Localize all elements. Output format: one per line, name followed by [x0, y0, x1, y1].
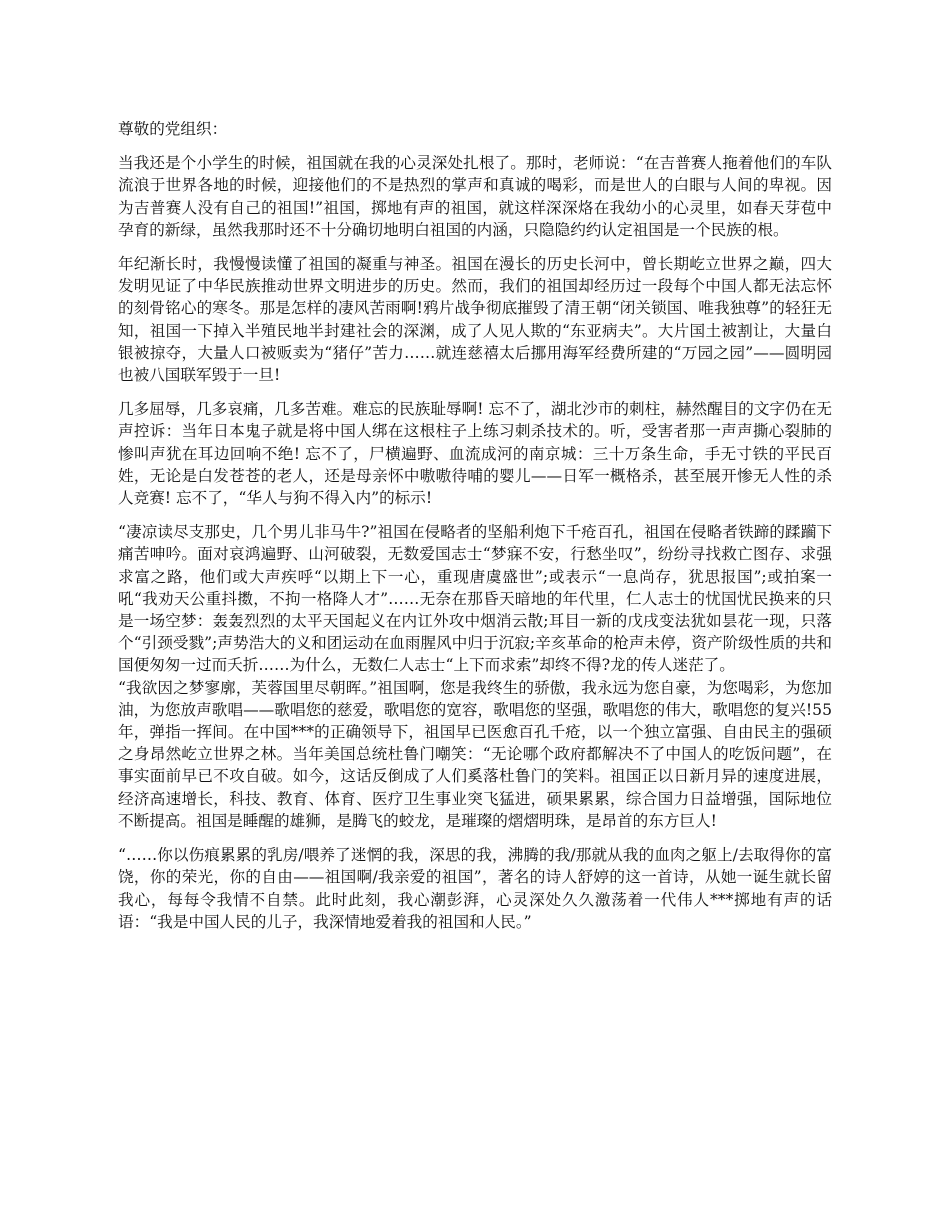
paragraph-humiliation: 几多屈辱，几多哀痛，几多苦难。难忘的民族耻辱啊! 忘不了，湖北沙市的刺柱，赫然醒目的文字仍在无声控诉：当年日本鬼子就是将中国人绑在这根柱子上练习刺杀技术的。听，受害者那一声声撕心裂肺的惨叫声犹在耳边回响不绝! 忘不了，尸横遍野、血流成河的南京城：三十万条生命，手无寸铁的平民百姓，无论是白发苍苍的老人，还是母亲怀中嗷嗷待哺的婴儿——日军一概格杀，甚至展开惨无人性的杀人竞赛! 忘不了，“华人与狗不得入内”的标示!	[118, 400, 832, 508]
document-page	[118, 118, 832, 945]
salutation: 尊敬的党组织：	[118, 120, 228, 138]
paragraph-childhood: 当我还是个小学生的时候，祖国就在我的心灵深处扎根了。那时，老师说：“在吉普赛人拖着他们的车队流浪于世界各地的时候，迎接他们的不是热烈的掌声和真诚的喝彩，而是世人的白眼与人间的卑视。因为吉普赛人没有自己的祖国!”祖国，掷地有声的祖国，就这样深深烙在我幼小的心灵里，如春天芽苞中孕育的新绿，虽然我那时还不十分确切地明白祖国的内涵，只隐隐约约认定祖国是一个民族的根。	[118, 154, 832, 239]
paragraph-revival: “我欲因之梦寥廓，芙蓉国里尽朝晖。”祖国啊，您是我终生的骄傲，我永远为您自豪，为您喝彩，为您加油，为您放声歌唱——歌唱您的慈爱，歌唱您的宽容，歌唱您的坚强，歌唱您的伟大，歌唱您的复兴!55 年，弹指一挥间。在中国***的正确领导下，祖国早已医愈百孔千疮，以一个独立富强、自由民主的强硕之身昂然屹立世界之林。当年美国总统杜鲁门嘲笑：“无论哪个政府都解决不了中国人的吃饭问题”，在事实面前早已不攻自破。如今，这话反倒成了人们奚落杜鲁门的笑料。祖国正以日新月异的速度进展，经济高速增长，科技、教育、体育、医疗卫生事业突飞猛进，硕果累累，综合国力日益增强，国际地位不断提高。祖国是睡醒的雄狮，是腾飞的蛟龙，是璀璨的熠熠明珠，是昂首的东方巨人!	[118, 678, 832, 830]
paragraph-poem: “……你以伤痕累累的乳房/喂养了迷惘的我，深思的我，沸腾的我/那就从我的血肉之躯上/去取得你的富饶，你的荣光，你的自由——祖国啊/我亲爱的祖国”，著名的诗人舒婷的这一首诗，从她一诞生就长留我心，每每令我情不自禁。此时此刻，我心潮彭湃，心灵深处久久激荡着一代伟人***掷地有声的话语：“我是中国人民的儿子，我深情地爱着我的祖国和人民。”	[118, 846, 832, 931]
paragraph-history: 年纪渐长时，我慢慢读懂了祖国的凝重与神圣。祖国在漫长的历史长河中，曾长期屹立世界之巅，四大发明见证了中华民族推动世界文明进步的历史。然而，我们的祖国却经历过一段每个中国人都无法忘怀的刻骨铭心的寒冬。那是怎样的凄风苦雨啊!鸦片战争彻底摧毁了清王朝“闭关锁国、唯我独尊”的轻狂无知，祖国一下掉入半殖民地半封建社会的深渊，成了人见人欺的“东亚病夫”。大片国土被割让，大量白银被掠夺，大量人口被贩卖为“猪仔”苦力……就连慈禧太后挪用海军经费所建的“万园之园”——圆明园也被八国联军毁于一旦!	[118, 255, 832, 385]
paragraph-patriots: “凄凉读尽支那史，几个男儿非马牛?”祖国在侵略者的坚船利炮下千疮百孔，祖国在侵略者铁蹄的蹂躏下痛苦呻吟。面对哀鸿遍野、山河破裂，无数爱国志士“梦寐不安，行愁坐叹”，纷纷寻找救亡图存、求强求富之路，他们或大声疾呼“以期上下一心，重现唐虞盛世”;或表示“一息尚存，犹思报国”;或拍案一吼“我劝天公重抖擞，不拘一格降人才”……无奈在那昏天暗地的年代里，仁人志士的忧国忧民换来的只是一场空梦：轰轰烈烈的太平天国起义在内讧外攻中烟消云散;耳目一新的戊戌变法犹如昙花一现，只落个“引颈受戮”;声势浩大的义和团运动在血雨腥风中归于沉寂;辛亥革命的枪声未停，资产阶级性质的共和国便匆匆一过而夭折……为什么，无数仁人志士“上下而求索”却终不得?龙的传人迷茫了。	[118, 523, 832, 675]
